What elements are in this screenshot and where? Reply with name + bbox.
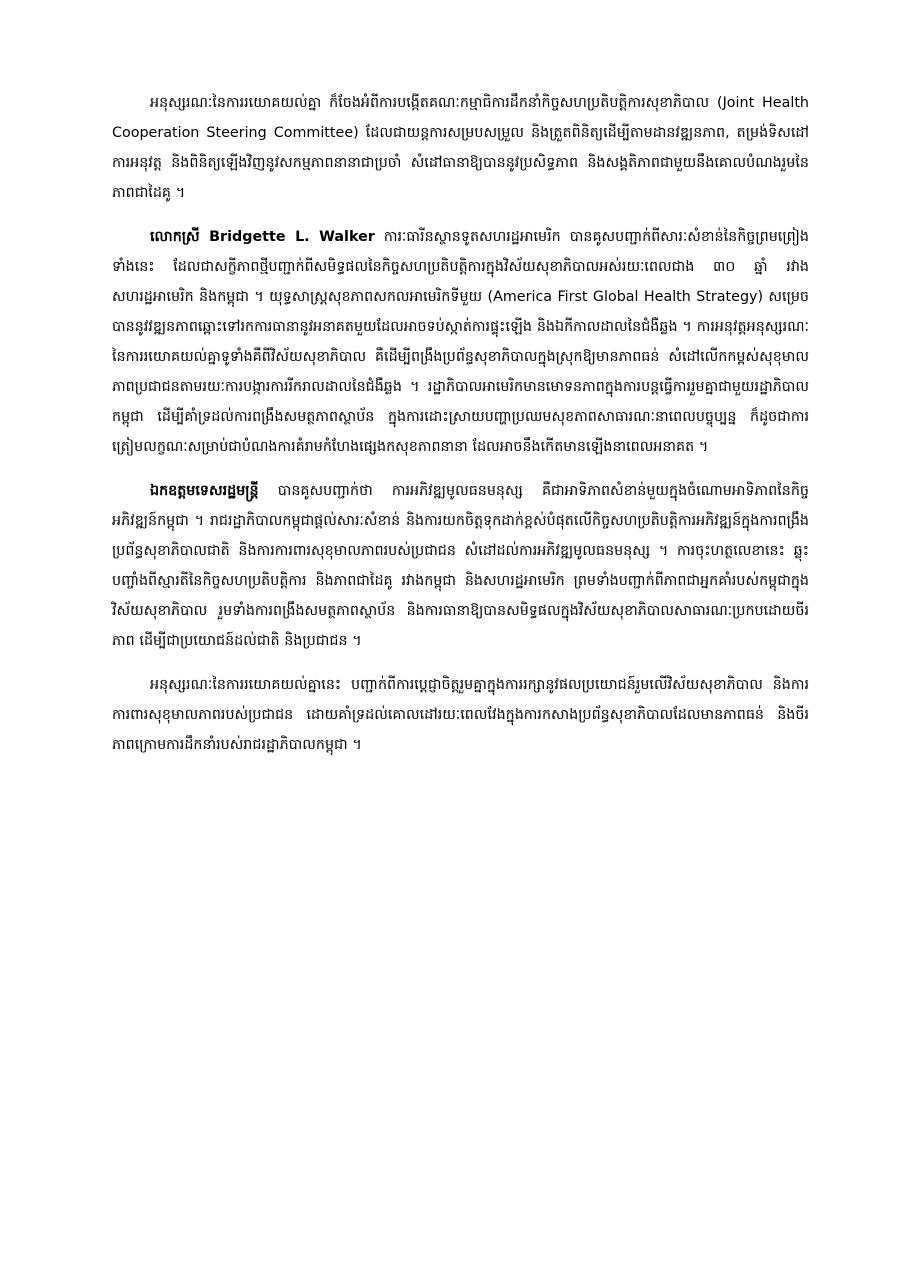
paragraph-2-text: ការៈធារីនស្ថានទូតសហរដ្ឋអាមេរិក បានគូសបញ្ជាក់ពីសារៈសំខាន់នៃកិច្ចព្រមព្រៀងទាំងនេះ ដែលជាសក្ខីភាពថ្មីបញ្ជាក់ពីសមិទ្ធផលនៃកិច្ចសហប្រតិបត្តិការក្នុងវិស័យសុខាភិបាលអស់រយៈពេលជាង ៣០ ឆ្នាំ រវាងសហរដ្ឋអាមេរិក និងកម្ពុជា ។ យុទ្ធសាស្ត្រសុខភាពសកលអាមេរិកទីមួយ (America First Global Health Strategy) សម្រេចបាននូវវឌ្ឍនភាពឆ្ពោះទៅរកការធានានូវអនាគតមួយដែលអាចទប់ស្កាត់ការផ្ទុះឡើង និងឯកីកាលដាលនៃជំងឺឆ្លង ។ ការអនុវត្តអនុស្សរណៈនៃការរយោគយល់គ្នាទូទាំងគឺពីវិស័យសុខាភិបាល គឺដើម្បីពង្រឹងប្រព័ន្ធសុខាភិបាលក្នុងស្រុកឱ្យមានភាពធន់ សំដៅលើកកម្ពស់សុខុមាលភាពប្រជាជនតាមរយៈការបង្ការការរីករាលដាលនៃជំងឺឆ្លង ។ រដ្ឋាភិបាលអាមេរិកមានមោទនភាពក្នុងការបន្តធ្វើការរួមគ្នាជាមួយរដ្ឋាភិបាលកម្ពុជា ដើម្បីគាំទ្រដល់ការពង្រឹងសមត្ថភាពស្ថាប័ន ក្នុងការដោះស្រាយបញ្ហាប្រឈមសុខភាពសាធារណៈនាពេលបច្ចុប្បន្ន ក៏ដូចជាការត្រៀមលក្ខណៈសម្រាប់ជាបំណងការគំរាមកំហែងផ្សេងកសុខភាពនានា ដែលអាចនឹងកើតមានឡើងនាពេលអនាគត ។ xyxy=(112,229,809,455)
paragraph-4 xyxy=(112,670,809,760)
paragraph-4-text: អនុស្សរណៈនៃការរយោគយល់គ្នានេះ បញ្ជាក់ពីការប្តេជ្ញាចិត្តរួមគ្នាក្នុងការរក្សានូវផលប្រយោជន៍រួមលើវិស័យសុខាភិបាល និងការការពារសុខុមាលភាពរបស់ប្រជាជន ដោយគាំទ្រដល់គោលដៅរយៈពេលវែងក្នុងការកសាងប្រព័ន្ធសុខាភិបាលដែលមានភាពធន់ និងចីរភាពក្រោមការដឹកនាំរបស់រាជរដ្ឋាភិបាលកម្ពុជា ។ xyxy=(112,677,809,753)
paragraph-1-text: អនុស្សរណៈនៃការរយោគយល់គ្នា ក៏ចែងអំពីការបង្កើតគណៈកម្មាធិការដឹកនាំកិច្ចសហប្រតិបត្តិការសុខាភិបាល (Joint Health Cooperation Steering Committee) ដែលជាយន្តការសម្របសម្រួល និងត្រួតពិនិត្យដើម្បីតាមដានវឌ្ឍនភាព, តម្រង់ទិសដៅការអនុវត្ត និងពិនិត្យឡើងវិញនូវសកម្មភាពនានាជាប្រចាំ សំដៅធានាឱ្យបាននូវប្រសិទ្ធភាព និងសង្គតិភាពជាមួយនឹងគោលបំណងរួមនៃភាពជាដៃគូ ។ xyxy=(112,95,809,201)
paragraph-3-lead: ឯកឧត្តមទេសរដ្ឋមន្ត្រី xyxy=(150,483,259,499)
paragraph-2-lead-name: Bridgette L. Walker xyxy=(199,229,375,245)
paragraph-2 xyxy=(112,222,809,462)
document-body xyxy=(112,88,809,760)
paragraph-1 xyxy=(112,88,809,208)
paragraph-3 xyxy=(112,476,809,656)
paragraph-3-text: បានគូសបញ្ជាក់ថា ការអភិវឌ្ឍមូលធនមនុស្ស គឺជាអាទិភាពសំខាន់មួយក្នុងចំណោមអាទិភាពនៃកិច្ចអភិវឌ្ឍន៍កម្ពុជា ។ រាជរដ្ឋាភិបាលកម្ពុជាផ្តល់សារៈសំខាន់ និងការយកចិត្តទុកដាក់ខ្ពស់បំផុតលើកិច្ចសហប្រតិបត្តិការអភិវឌ្ឍន៍ក្នុងការពង្រឹងប្រព័ន្ធសុខាភិបាលជាតិ និងការការពារសុខុមាលភាពរបស់ប្រជាជន សំដៅដល់ការអភិវឌ្ឍមូលធនមនុស្ស ។ ការចុះហត្ថលេខានេះ ឆ្លុះបញ្ចាំងពីស្មារតីនៃកិច្ចសហប្រតិបត្តិការ និងភាពជាដៃគូ រវាងកម្ពុជា និងសហរដ្ឋអាមេរិក ព្រមទាំងបញ្ជាក់ពីភាពជាអ្នកគាំរបស់កម្ពុជាក្នុងវិស័យសុខាភិបាល រួមទាំងការពង្រឹងសមត្ថភាពស្ថាប័ន និងការធានាឱ្យបានសមិទ្ធផលក្នុងវិស័យសុខាភិបាលសាធារណៈប្រកបដោយចីរភាព ដើម្បីជាប្រយោជន៍ដល់ជាតិ និងប្រជាជន ។ xyxy=(112,483,809,649)
paragraph-2-lead: លោកស្រី xyxy=(150,229,200,245)
